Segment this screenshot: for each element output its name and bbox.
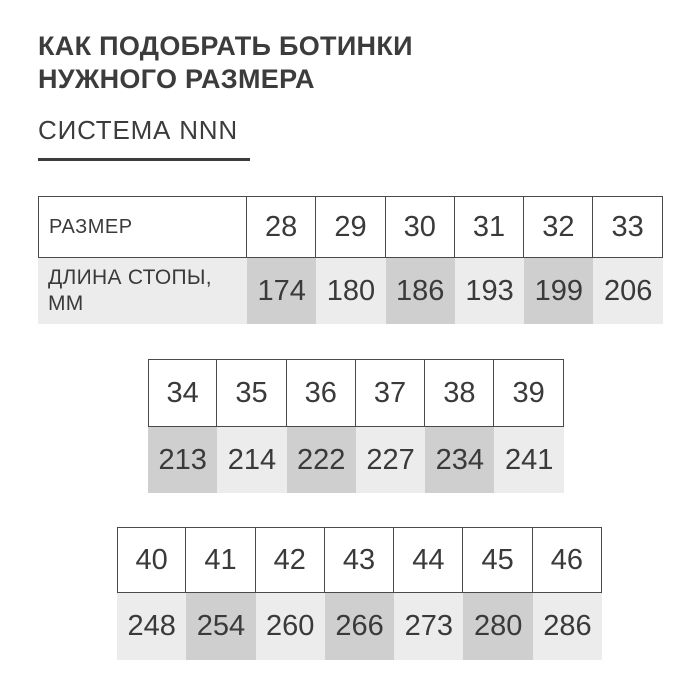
size-cell: 33 bbox=[593, 196, 662, 258]
size-cell: 46 bbox=[533, 527, 602, 593]
length-cell: 222 bbox=[287, 427, 356, 493]
length-cell: 199 bbox=[524, 258, 593, 324]
length-cell: 227 bbox=[356, 427, 425, 493]
title-line-1: КАК ПОДОБРАТЬ БОТИНКИ bbox=[38, 31, 413, 61]
system-subtitle: СИСТЕМА NNN bbox=[38, 115, 238, 145]
length-cell: 260 bbox=[256, 593, 325, 660]
size-cell: 32 bbox=[524, 196, 593, 258]
size-cell: 36 bbox=[287, 359, 356, 427]
length-row bbox=[148, 427, 564, 493]
size-cell: 43 bbox=[325, 527, 394, 593]
length-cell: 206 bbox=[593, 258, 662, 324]
size-cell: 29 bbox=[316, 196, 385, 258]
length-cell: 273 bbox=[394, 593, 463, 660]
length-cell: 280 bbox=[463, 593, 532, 660]
size-cell: 34 bbox=[148, 359, 217, 427]
size-cell: 41 bbox=[186, 527, 255, 593]
size-table-group-2 bbox=[148, 359, 564, 493]
size-row-label: РАЗМЕР bbox=[38, 196, 247, 258]
size-cell: 39 bbox=[494, 359, 563, 427]
size-cell: 37 bbox=[356, 359, 425, 427]
length-cell: 234 bbox=[425, 427, 494, 493]
size-table-group-1 bbox=[38, 196, 663, 324]
size-cell: 42 bbox=[256, 527, 325, 593]
title-line-2: НУЖНОГО РАЗМЕРА bbox=[38, 64, 315, 94]
size-cell: 45 bbox=[463, 527, 532, 593]
length-cell: 241 bbox=[494, 427, 563, 493]
size-table-group-3 bbox=[117, 527, 602, 660]
size-cell: 31 bbox=[455, 196, 524, 258]
length-row-label-text: ДЛИНА СТОПЫ, ММ bbox=[48, 266, 212, 315]
length-cell: 266 bbox=[325, 593, 394, 660]
length-cell: 214 bbox=[217, 427, 286, 493]
length-cell: 248 bbox=[117, 593, 186, 660]
size-cell: 38 bbox=[425, 359, 494, 427]
size-cell: 28 bbox=[247, 196, 316, 258]
length-cell: 286 bbox=[533, 593, 602, 660]
size-cell: 40 bbox=[117, 527, 186, 593]
size-cell: 30 bbox=[386, 196, 455, 258]
length-row-label bbox=[38, 258, 247, 324]
length-row bbox=[117, 593, 602, 660]
subtitle-underline bbox=[38, 158, 250, 161]
size-header-row bbox=[38, 196, 663, 258]
size-cell: 44 bbox=[394, 527, 463, 593]
length-row bbox=[38, 258, 663, 324]
length-cell: 180 bbox=[316, 258, 385, 324]
length-cell: 174 bbox=[247, 258, 316, 324]
size-header-row bbox=[117, 527, 602, 593]
size-cell: 35 bbox=[217, 359, 286, 427]
size-header-row bbox=[148, 359, 564, 427]
length-cell: 254 bbox=[186, 593, 255, 660]
page-title bbox=[38, 30, 413, 96]
length-cell: 213 bbox=[148, 427, 217, 493]
length-cell: 193 bbox=[455, 258, 524, 324]
length-cell: 186 bbox=[386, 258, 455, 324]
